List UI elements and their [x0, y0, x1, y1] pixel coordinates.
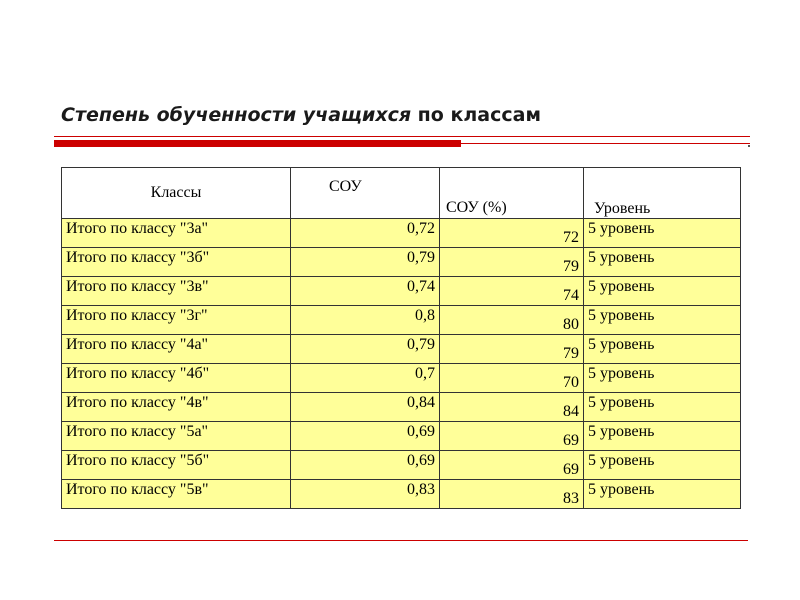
sou-cell: 0,79 [291, 248, 440, 277]
sou-cell: 0,79 [291, 335, 440, 364]
table-row [62, 219, 741, 248]
class-name-cell: Итого по классу "3г" [62, 306, 291, 335]
table-row [62, 451, 741, 480]
table-row [62, 277, 741, 306]
class-name-cell: Итого по классу "3в" [62, 277, 291, 306]
slide-title [61, 104, 541, 126]
table-row [62, 248, 741, 277]
table-row [62, 422, 741, 451]
level-cell: 5 уровень [584, 248, 741, 277]
sou-percent-cell: 69 [440, 451, 584, 480]
class-name-cell: Итого по классу "3а" [62, 219, 291, 248]
class-name-cell: Итого по классу "4б" [62, 364, 291, 393]
sou-cell: 0,72 [291, 219, 440, 248]
level-cell: 5 уровень [584, 364, 741, 393]
table-row [62, 364, 741, 393]
title-underline-thick [54, 140, 461, 147]
class-name-cell: Итого по классу "3б" [62, 248, 291, 277]
sou-cell: 0,83 [291, 480, 440, 509]
class-name-cell: Итого по классу "5б" [62, 451, 291, 480]
decorative-dot [748, 145, 750, 147]
class-name-cell: Итого по классу "4а" [62, 335, 291, 364]
sou-percent-cell: 84 [440, 393, 584, 422]
sou-percent-cell: 69 [440, 422, 584, 451]
slide-title-italic: Степень обученности учащихся [61, 104, 412, 126]
level-cell: 5 уровень [584, 451, 741, 480]
class-name-cell: Итого по классу "5в" [62, 480, 291, 509]
table-header-row [62, 168, 741, 219]
sou-percent-cell: 74 [440, 277, 584, 306]
level-cell: 5 уровень [584, 422, 741, 451]
sou-percent-cell: 79 [440, 335, 584, 364]
title-underline-thin [54, 136, 750, 137]
sou-cell: 0,74 [291, 277, 440, 306]
sou-percent-cell: 83 [440, 480, 584, 509]
table-row [62, 480, 741, 509]
header-classes: Классы [62, 168, 291, 219]
bottom-divider [54, 540, 748, 541]
header-sou: СОУ [291, 168, 440, 219]
sou-percent-cell: 80 [440, 306, 584, 335]
sou-cell: 0,7 [291, 364, 440, 393]
sou-percent-cell: 70 [440, 364, 584, 393]
sou-cell: 0,69 [291, 451, 440, 480]
sou-percent-cell: 72 [440, 219, 584, 248]
class-name-cell: Итого по классу "4в" [62, 393, 291, 422]
table-row [62, 393, 741, 422]
level-cell: 5 уровень [584, 335, 741, 364]
class-name-cell: Итого по классу "5а" [62, 422, 291, 451]
header-level: Уровень [584, 168, 741, 219]
header-sou-percent: СОУ (%) [440, 168, 584, 219]
level-cell: 5 уровень [584, 306, 741, 335]
table-row [62, 335, 741, 364]
sou-cell: 0,8 [291, 306, 440, 335]
slide-title-rest: по классам [417, 104, 541, 126]
level-cell: 5 уровень [584, 219, 741, 248]
sou-percent-cell: 79 [440, 248, 584, 277]
sou-cell: 0,84 [291, 393, 440, 422]
table-row [62, 306, 741, 335]
title-underline-thin-right [461, 143, 750, 144]
level-cell: 5 уровень [584, 480, 741, 509]
level-cell: 5 уровень [584, 277, 741, 306]
results-table [61, 167, 741, 509]
level-cell: 5 уровень [584, 393, 741, 422]
sou-cell: 0,69 [291, 422, 440, 451]
